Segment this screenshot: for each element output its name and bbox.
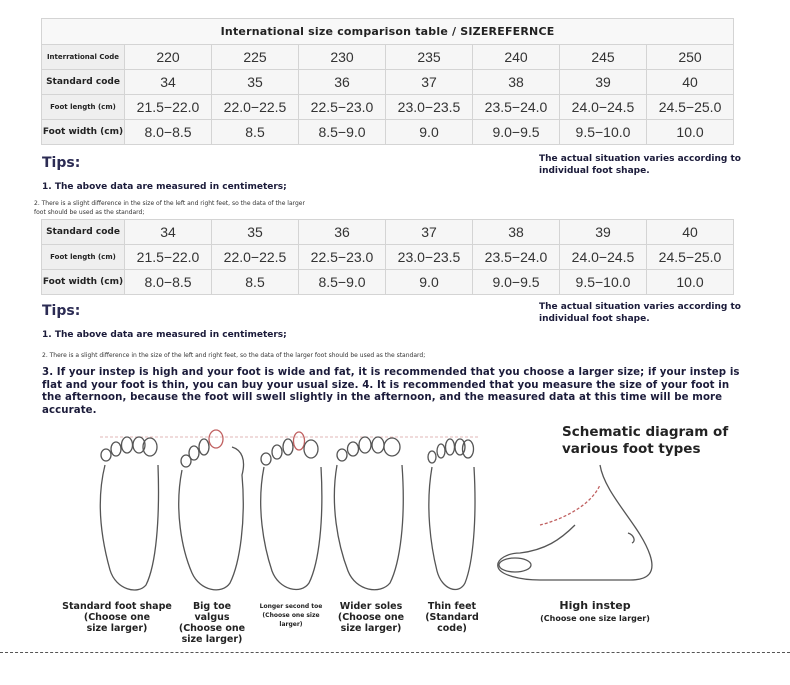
- row-label-international-code: Interrational Code: [42, 45, 125, 70]
- caption-note: size larger): [181, 634, 243, 645]
- table-row: [42, 220, 734, 245]
- table-cell: 24.0−24.5: [560, 95, 647, 120]
- table-cell: 225: [212, 45, 299, 70]
- table-cell: 240: [473, 45, 560, 70]
- caption-note: (Choose one: [337, 612, 405, 623]
- table-cell: 21.5−22.0: [125, 95, 212, 120]
- caption-note: (Choose one: [83, 612, 151, 623]
- table-cell: 39: [560, 220, 647, 245]
- foot-shape-note: [539, 153, 741, 177]
- table-cell: 235: [386, 45, 473, 70]
- size-table-international: [41, 18, 734, 145]
- row-label-standard-code: Standard code: [42, 70, 125, 95]
- caption-longer-second-toe: [252, 602, 330, 629]
- table-cell: 40: [647, 220, 734, 245]
- row-label-foot-length: Foot length (cm): [42, 245, 125, 270]
- table-cell: 8.5−9.0: [299, 120, 386, 145]
- table-row: [42, 245, 734, 270]
- table-cell: 24.0−24.5: [560, 245, 647, 270]
- table-cell: 9.0: [386, 120, 473, 145]
- table-cell: 37: [386, 70, 473, 95]
- caption-name: Big toe valgus: [192, 601, 232, 623]
- table-cell: 36: [299, 220, 386, 245]
- table-cell: 22.5−23.0: [299, 245, 386, 270]
- high-instep-foot-icon: [498, 465, 652, 580]
- table-cell: 22.0−22.5: [212, 95, 299, 120]
- table-cell: 8.5−9.0: [299, 270, 386, 295]
- longer-second-toe-foot-icon: [261, 432, 322, 589]
- table-row: [42, 45, 734, 70]
- thin-foot-icon: [428, 439, 475, 589]
- tip-line: flat and your foot is thin, you can buy your usual size. 4. It is recommended that you measure the size of your foot in: [42, 379, 730, 391]
- table-cell: 23.0−23.5: [386, 95, 473, 120]
- bottom-divider: [0, 652, 790, 653]
- caption-note: size larger): [340, 623, 402, 634]
- table-row: [42, 270, 734, 295]
- caption-note: (Choose one size larger): [540, 614, 650, 623]
- table-cell: 39: [560, 70, 647, 95]
- table-cell: 37: [386, 220, 473, 245]
- caption-note: (Choose one size larger): [262, 612, 320, 628]
- caption-high-instep: [520, 599, 670, 626]
- tip-line: foot should be used as the standard;: [34, 209, 145, 216]
- table-row: [42, 95, 734, 120]
- row-label-foot-width: Foot width (cm): [42, 120, 125, 145]
- size-table-standard: [41, 219, 734, 295]
- caption-note: size larger): [86, 623, 148, 634]
- caption-name: High instep: [559, 599, 631, 612]
- caption-wider-soles: [336, 601, 406, 634]
- caption-big-toe-valgus: [176, 601, 248, 645]
- table-cell: 40: [647, 70, 734, 95]
- table-cell: 9.0−9.5: [473, 120, 560, 145]
- note-line: individual foot shape.: [539, 166, 650, 176]
- table-cell: 8.5: [212, 120, 299, 145]
- diagram-title: [562, 424, 728, 458]
- tip-line: 3. If your instep is high and your foot is wide and fat, it is recommended that you choose a larger size; if your instep is: [42, 367, 740, 378]
- table-cell: 23.5−24.0: [473, 95, 560, 120]
- title-line: Schematic diagram of: [562, 424, 729, 440]
- wider-soles-foot-icon: [334, 437, 403, 590]
- table-cell: 34: [125, 70, 212, 95]
- foot-shape-note: [539, 301, 741, 325]
- table-cell: 230: [299, 45, 386, 70]
- note-line: The actual situation varies according to: [539, 302, 741, 312]
- tip-line: accurate.: [42, 404, 97, 416]
- table-cell: 35: [212, 70, 299, 95]
- caption-note: code): [437, 623, 467, 634]
- table-cell: 8.0−8.5: [125, 270, 212, 295]
- big-toe-valgus-foot-icon: [179, 430, 244, 590]
- table-cell: 8.0−8.5: [125, 120, 212, 145]
- note-line: individual foot shape.: [539, 314, 650, 324]
- table-cell: 24.5−25.0: [647, 95, 734, 120]
- row-label-foot-length: Foot length (cm): [42, 95, 125, 120]
- tip-item-1: 1. The above data are measured in centimeters;: [42, 330, 287, 340]
- table-cell: 36: [299, 70, 386, 95]
- table-cell: 250: [647, 45, 734, 70]
- tip-line: the afternoon, because the foot will swell slightly in the afternoon, and the measured data at this time will be more: [42, 392, 723, 403]
- tip-item-2: 2. There is a slight difference in the size of the left and right feet, so the data of the larger foot should be used as the standard;: [42, 352, 426, 359]
- table-cell: 24.5−25.0: [647, 245, 734, 270]
- note-line: The actual situation varies according to: [539, 154, 741, 164]
- caption-name: Standard foot shape: [62, 601, 172, 612]
- caption-name: Thin feet: [427, 601, 477, 612]
- row-label-foot-width: Foot width (cm): [42, 270, 125, 295]
- tip-line: 2. There is a slight difference in the size of the left and right feet, so the data of the larger: [34, 200, 305, 207]
- table-cell: 10.0: [647, 270, 734, 295]
- table-cell: 22.0−22.5: [212, 245, 299, 270]
- caption-note: (Standard: [425, 612, 479, 623]
- table-cell: 9.5−10.0: [560, 270, 647, 295]
- table-cell: 38: [473, 220, 560, 245]
- caption-name: Longer second toe: [259, 603, 323, 610]
- table-cell: 9.0: [386, 270, 473, 295]
- table-cell: 245: [560, 45, 647, 70]
- caption-name: Wider soles: [339, 601, 403, 612]
- table-cell: 38: [473, 70, 560, 95]
- title-line: various foot types: [562, 441, 701, 457]
- table-cell: 34: [125, 220, 212, 245]
- tip-item-2: [34, 199, 305, 217]
- tip-item-3: [42, 367, 740, 417]
- tip-item-1: 1. The above data are measured in centimeters;: [42, 182, 287, 192]
- table-cell: 23.0−23.5: [386, 245, 473, 270]
- tips-heading: Tips:: [42, 303, 81, 319]
- caption-standard-foot: [62, 601, 172, 634]
- table-cell: 35: [212, 220, 299, 245]
- caption-note: (Choose one: [178, 623, 246, 634]
- tips-heading: Tips:: [42, 155, 81, 171]
- table-row: [42, 120, 734, 145]
- table-cell: 21.5−22.0: [125, 245, 212, 270]
- table-cell: 22.5−23.0: [299, 95, 386, 120]
- table-cell: 8.5: [212, 270, 299, 295]
- table-cell: 9.0−9.5: [473, 270, 560, 295]
- table-row: [42, 70, 734, 95]
- row-label-standard-code: Standard code: [42, 220, 125, 245]
- table-title: International size comparison table / SIZEREFERNCE: [42, 19, 734, 45]
- table-cell: 10.0: [647, 120, 734, 145]
- table-cell: 220: [125, 45, 212, 70]
- table-cell: 23.5−24.0: [473, 245, 560, 270]
- caption-thin-feet: [420, 601, 484, 634]
- standard-foot-icon: [100, 437, 158, 590]
- table-cell: 9.5−10.0: [560, 120, 647, 145]
